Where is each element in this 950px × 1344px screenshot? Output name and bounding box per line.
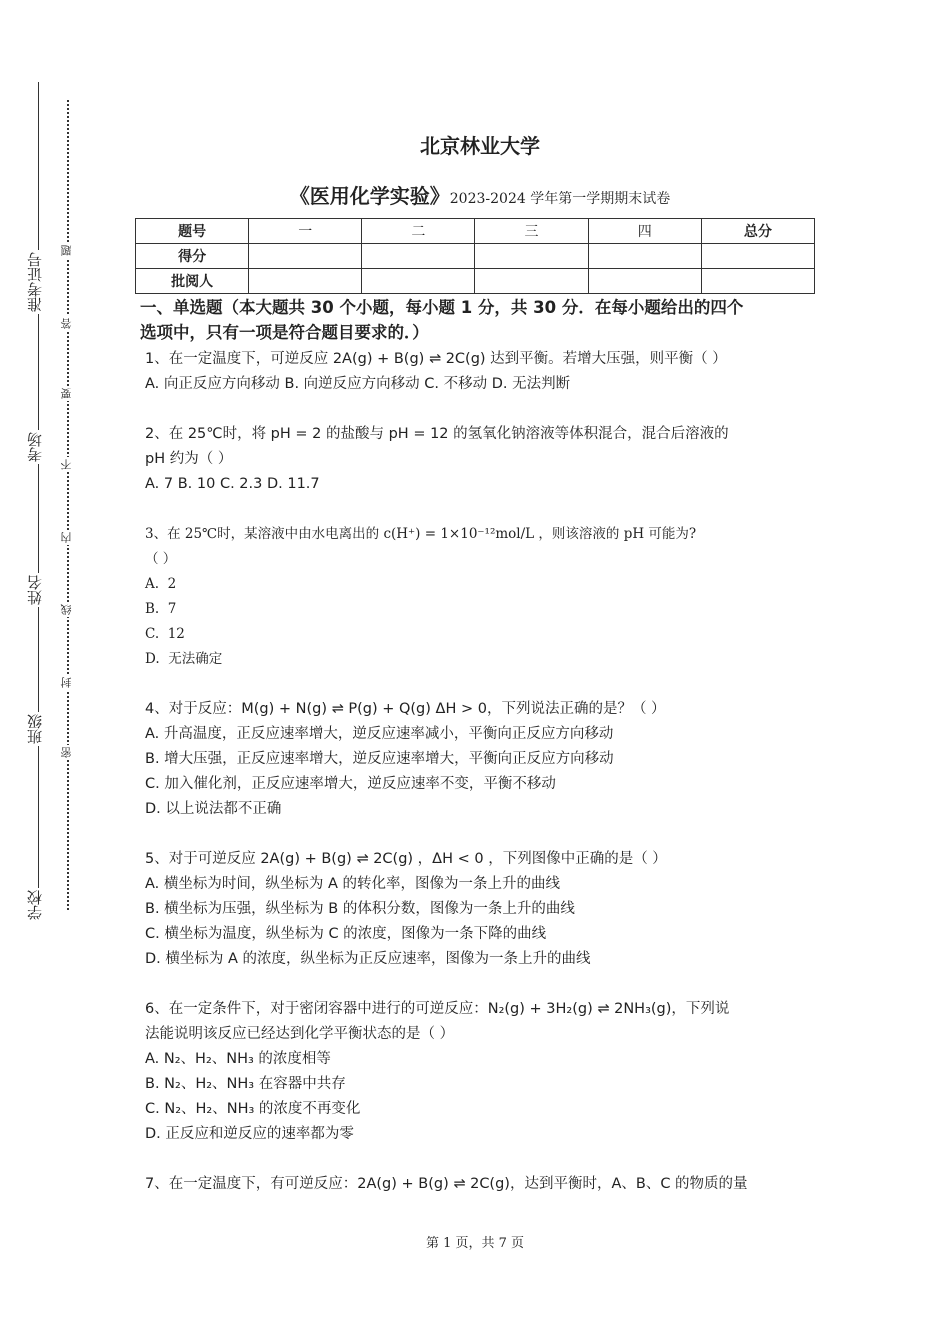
question-stem: 5、对于可逆反应 2A(g) + B(g) ⇌ 2C(g) ，ΔH < 0 ，下列图像中正确的是（ ） xyxy=(145,851,667,867)
question-line: C. N₂、H₂、NH₃ 的浓度不再变化 xyxy=(145,1101,361,1117)
question-line: A. N₂、H₂、NH₃ 的浓度相等 xyxy=(145,1051,331,1067)
score-cell[interactable] xyxy=(588,244,701,269)
question-line: D. 以上说法都不正确 xyxy=(145,801,282,817)
question-line: B. 7 xyxy=(145,601,177,617)
question-line: B. 横坐标为压强，纵坐标为 B 的体积分数，图像为一条上升的曲线 xyxy=(145,901,575,917)
question-line: B. N₂、H₂、NH₃ 在容器中共存 xyxy=(145,1076,346,1092)
score-cell[interactable] xyxy=(701,244,814,269)
exam-number-field-label: 准考证号 xyxy=(26,252,44,312)
seal-char: 题 xyxy=(60,245,73,256)
university-title: 北京林业大学 xyxy=(420,134,540,158)
score-row xyxy=(136,244,815,269)
question-3 xyxy=(145,522,815,672)
question-1 xyxy=(145,347,815,397)
exam-title xyxy=(140,180,820,209)
name-field-label: 姓名 xyxy=(26,575,44,605)
question-line: A. 向正反应方向移动 B. 向逆反应方向移动 C. 不移动 D. 无法判断 xyxy=(145,376,571,392)
question-line: （ ） xyxy=(145,551,177,567)
question-line: C. 12 xyxy=(145,626,185,642)
section-title-line: 一、单选题（本大题共 30 个小题，每小题 1 分，共 30 分．在每小题给出的四个 xyxy=(140,298,744,317)
binding-dotted-line xyxy=(67,100,69,910)
question-stem: 3、在 25℃时，某溶液中由水电离出的 c(H⁺) = 1×10⁻¹²mol/L ，则该溶液的 pH 可能为? xyxy=(145,526,697,542)
exam-room-field-label: 考场 xyxy=(26,432,44,462)
score-cell[interactable] xyxy=(475,244,588,269)
question-line: A. 2 xyxy=(145,576,177,592)
question-line: C. 加入催化剂，正反应速率增大，逆反应速率不变，平衡不移动 xyxy=(145,776,556,792)
question-line: D. 横坐标为 A 的浓度，纵坐标为正反应速率，图像为一条上升的曲线 xyxy=(145,951,591,967)
grader-cell[interactable] xyxy=(588,269,701,294)
question-4 xyxy=(145,697,815,822)
score-table-header: 总分 xyxy=(701,219,814,244)
seal-char: 要 xyxy=(60,388,73,399)
question-line: A. 7 B. 10 C. 2.3 D. 11.7 xyxy=(145,476,320,492)
grader-cell[interactable] xyxy=(362,269,475,294)
score-cell[interactable] xyxy=(362,244,475,269)
grader-cell[interactable] xyxy=(249,269,362,294)
course-name: 《医用化学实验》 xyxy=(289,184,450,208)
question-6 xyxy=(145,997,815,1147)
question-stem: 6、在一定条件下，对于密闭容器中进行的可逆反应：N₂(g) + 3H₂(g) ⇌ 2NH₃(g)，下列说 xyxy=(145,1001,730,1017)
question-line: pH 约为（ ） xyxy=(145,451,233,467)
seal-char: 答 xyxy=(60,318,73,329)
question-line: A. 升高温度，正反应速率增大，逆反应速率减小，平衡向正反应方向移动 xyxy=(145,726,614,742)
question-2 xyxy=(145,422,815,497)
section-title xyxy=(140,295,820,345)
page-footer: 第 1 页，共 7 页 xyxy=(425,1236,525,1251)
question-stem: 2、在 25℃时，将 pH = 2 的盐酸与 pH = 12 的氢氧化钠溶液等体积混合，混合后溶液的 xyxy=(145,426,729,442)
question-line: D. 正反应和逆反应的速率都为零 xyxy=(145,1126,354,1142)
class-field-label: 班级 xyxy=(26,714,44,744)
question-line: D. 无法确定 xyxy=(145,651,223,667)
grader-cell[interactable] xyxy=(701,269,814,294)
question-line: 法能说明该反应已经达到化学平衡状态的是（ ） xyxy=(145,1026,455,1042)
seal-char: 内 xyxy=(60,532,73,543)
question-7 xyxy=(145,1172,815,1197)
question-list xyxy=(145,347,815,1222)
score-table-header: 四 xyxy=(588,219,701,244)
seal-char: 不 xyxy=(60,459,73,470)
score-table-header: 题号 xyxy=(136,219,249,244)
exam-term: 2023-2024 学年第一学期期末试卷 xyxy=(449,191,671,207)
school-field-label: 学校 xyxy=(26,890,44,920)
grader-row-label: 批阅人 xyxy=(136,269,249,294)
score-table-header: 二 xyxy=(362,219,475,244)
question-line: C. 横坐标为温度，纵坐标为 C 的浓度，图像为一条下降的曲线 xyxy=(145,926,547,942)
question-line: A. 横坐标为时间，纵坐标为 A 的转化率，图像为一条上升的曲线 xyxy=(145,876,561,892)
score-table-header-row xyxy=(136,219,815,244)
score-table xyxy=(135,218,815,294)
question-stem: 4、对于反应：M(g) + N(g) ⇌ P(g) + Q(g) ΔH > 0，下列说法正确的是？（ ） xyxy=(145,701,666,717)
score-cell[interactable] xyxy=(249,244,362,269)
grader-row xyxy=(136,269,815,294)
binding-margin xyxy=(0,0,90,1344)
grader-cell[interactable] xyxy=(475,269,588,294)
section-title-line: 选项中，只有一项是符合题目要求的．） xyxy=(140,323,429,342)
score-table-header: 三 xyxy=(475,219,588,244)
seal-char: 线 xyxy=(60,604,73,615)
question-5 xyxy=(145,847,815,972)
score-row-label: 得分 xyxy=(136,244,249,269)
binding-solid-line xyxy=(38,82,39,920)
score-table-header: 一 xyxy=(249,219,362,244)
question-line: B. 增大压强，正反应速率增大，逆反应速率增大，平衡向正反应方向移动 xyxy=(145,751,614,767)
question-stem: 1、在一定温度下，可逆反应 2A(g) + B(g) ⇌ 2C(g) 达到平衡。若增大压强，则平衡（ ） xyxy=(145,351,727,367)
seal-char: 密 xyxy=(60,747,73,758)
question-stem: 7、在一定温度下，有可逆反应：2A(g) + B(g) ⇌ 2C(g)，达到平衡时，A、B、C 的物质的量 xyxy=(145,1176,748,1192)
seal-char: 封 xyxy=(60,677,73,688)
